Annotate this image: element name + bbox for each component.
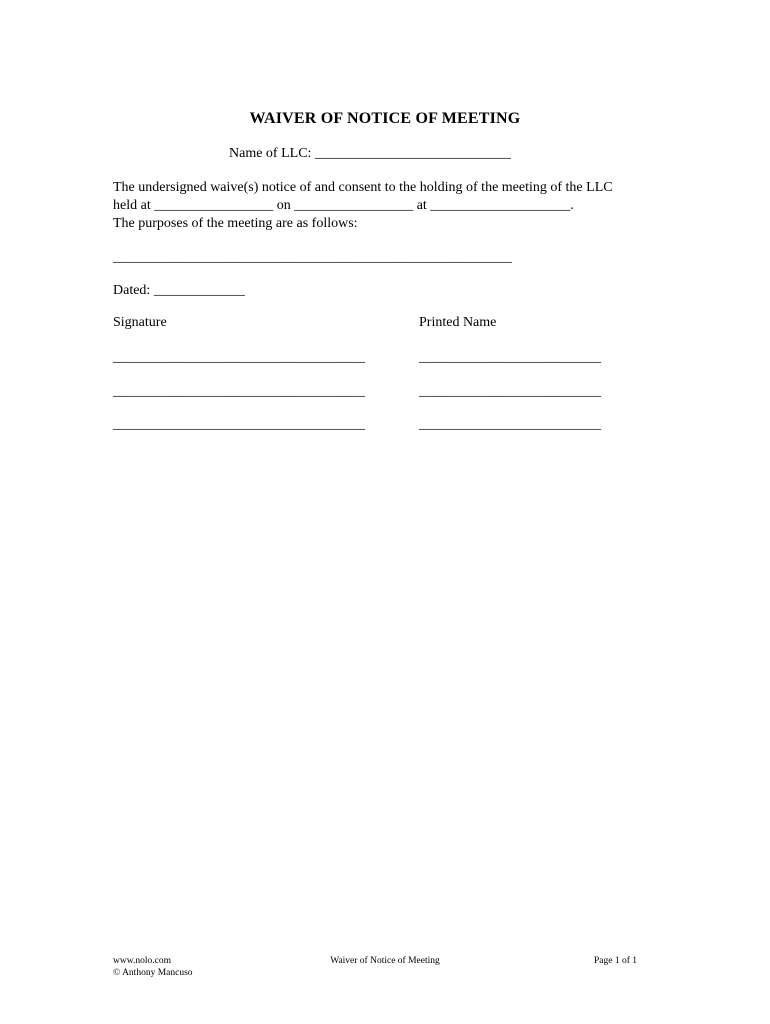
footer-document-name: Waiver of Notice of Meeting (330, 956, 440, 966)
dated-line: Dated: _____________ (113, 283, 245, 298)
printed-name-blank-1: __________________________ (419, 350, 601, 365)
signature-column-heading: Signature (113, 315, 167, 330)
printed-name-blank-2: __________________________ (419, 384, 601, 399)
printed-name-blank-3: __________________________ (419, 417, 601, 432)
printed-name-column-heading: Printed Name (419, 315, 497, 330)
footer-copyright: © Anthony Mancuso (113, 968, 193, 978)
footer-page-number: Page 1 of 1 (594, 956, 638, 966)
signature-blank-1: ____________________________________ (113, 350, 365, 365)
signature-blank-3: ____________________________________ (113, 417, 365, 432)
llc-name-line: Name of LLC: ____________________________ (229, 146, 511, 161)
waiver-paragraph (113, 179, 673, 233)
signature-blank-2: ____________________________________ (113, 384, 365, 399)
footer-website: www.nolo.com (113, 956, 171, 966)
document-title: WAIVER OF NOTICE OF MEETING (249, 110, 521, 127)
paragraph-line-2: held at _________________ on _________________ at ____________________. (113, 198, 574, 213)
paragraph-line-3: The purposes of the meeting are as follows: (113, 216, 358, 231)
purpose-blank-line: _________________________________________________________ (113, 250, 512, 265)
paragraph-line-1: The undersigned waive(s) notice of and consent to the holding of the meeting of the LLC (113, 180, 613, 195)
